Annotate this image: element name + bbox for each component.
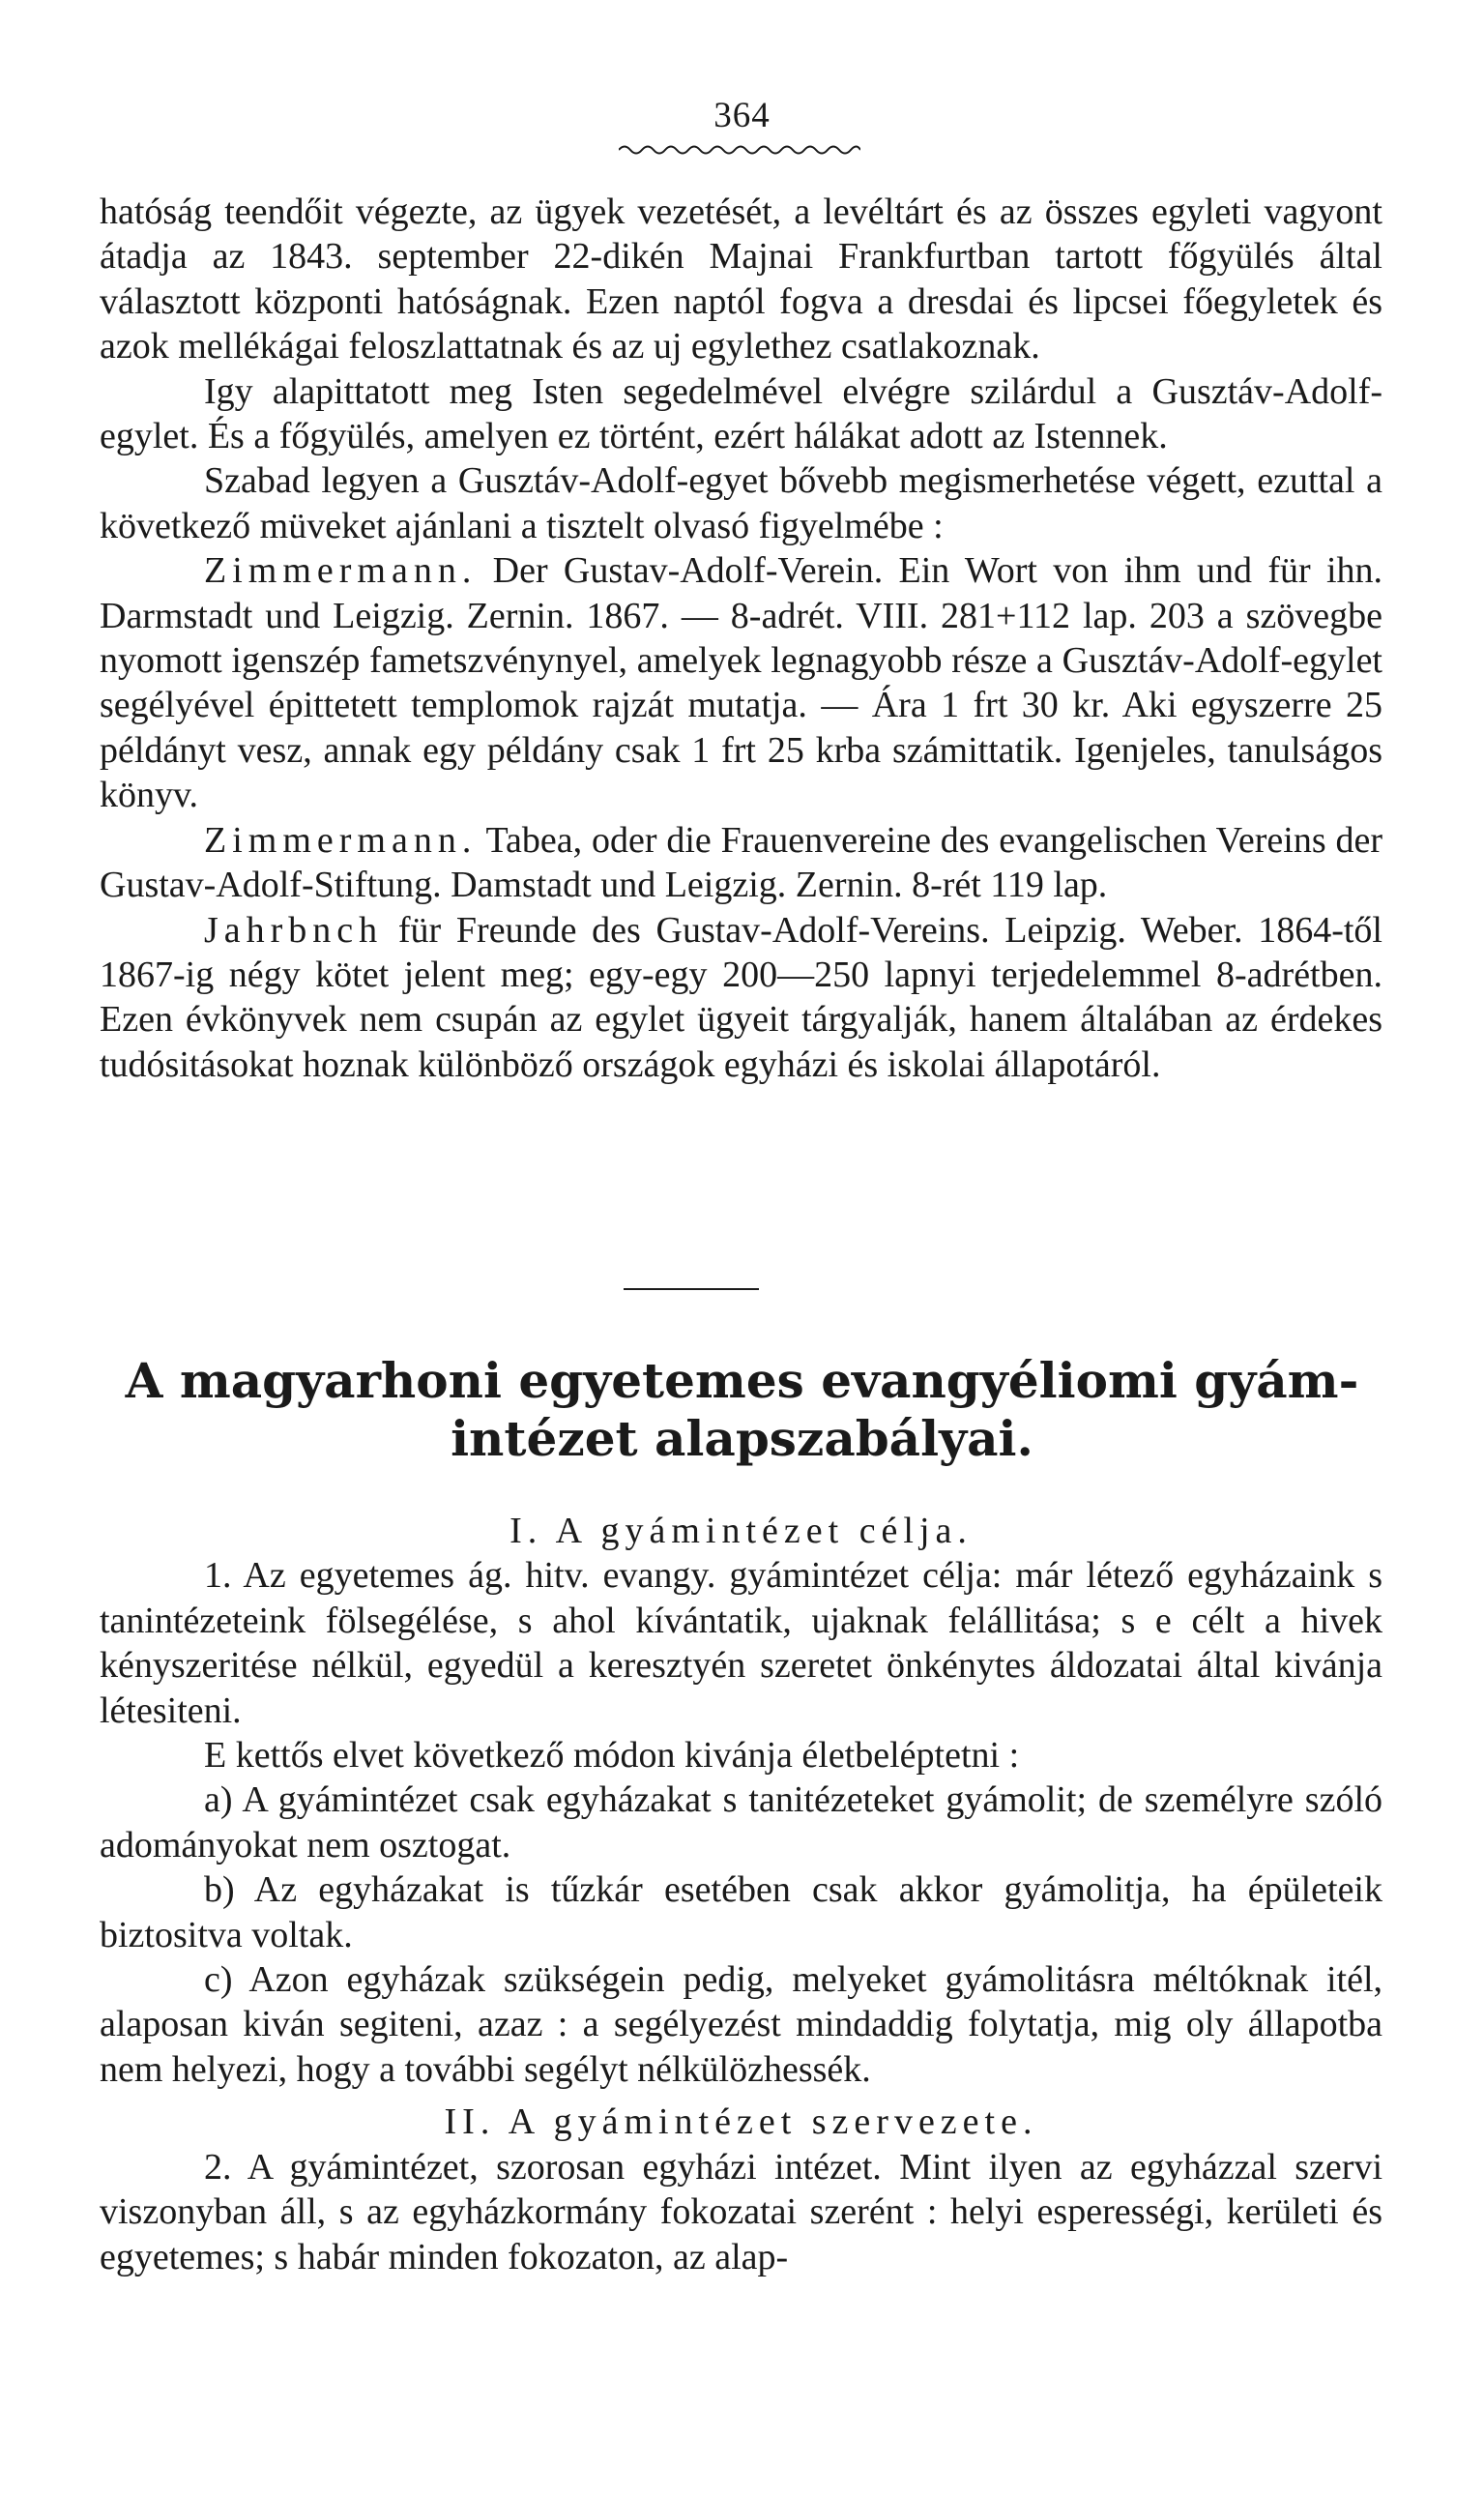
chapter-heading <box>77 1352 1407 1468</box>
statute-paragraph: a) A gyámintézet csak egyházakat s tanitézeteket gyámolit; de személyre szóló adományokat nem osztogat. <box>100 1779 1382 1865</box>
statute-paragraph: b) Az egyházakat is tűzkár esetében csak akkor gyámolitja, ha épületeik biztositva voltak. <box>100 1869 1382 1955</box>
chapter-heading-line: A magyarhoni egyetemes evangyéliomi gyám- <box>125 1352 1359 1409</box>
reference-author: Jahrbnch <box>204 909 384 951</box>
reference-text: Der Gustav-Adolf-Verein. Ein Wort von ihm und für ihn. Darmstadt und Leigzig. Zernin. 1867. — 8-adrét. VIII. 281+112 lap. 203 a szövegbe nyomott igenszép fametszvénynyel, amelyek legnagyobb része a Gusztáv-Adolf-egylet segélyével épittetett templomok rajzát mutatja. — Ára 1 frt 30 kr. Aki egyszerre 25 példányt vesz, annak egy példány csak 1 frt 25 krba számittatik. Igenjeles, tanulságos könyv. <box>100 550 1382 816</box>
intro-text <box>100 190 1382 1087</box>
reference-text: für Freunde des Gustav-Adolf-Vereins. Leipzig. Weber. 1864-től 1867-ig négy kötet jelent meg; egy-egy 200—250 lapnyi terjedelemmel 8-adrétben. Ezen évkönyvek nem csupán az egylet ügyeit tárgyalják, hanem általában az érdekes tudósitásokat hoznak különböző országok egyházi és iskolai állapotáról. <box>100 909 1382 1085</box>
section-title: I. A gyámintézet célja. <box>509 1511 973 1551</box>
statute-paragraph: E kettős elvet következő módon kivánja életbeléptetni : <box>204 1735 1020 1777</box>
reference-text: Tabea, oder die Frauenvereine des evangelischen Vereins der Gustav-Adolf-Stiftung. Damstadt und Leigzig. Zernin. 8-rét 119 lap. <box>100 819 1382 906</box>
chapter-heading-line: intézet alapszabályai. <box>451 1410 1033 1467</box>
reference-entry <box>100 548 1382 817</box>
page-number: 364 <box>713 96 771 135</box>
intro-paragraph: hatóság teendőit végezte, az ügyek vezetését, a levéltárt és az összes egyleti vagyont átadja az 1843. september 22-dikén Majnai Frankfurtban tartott főgyülés által választott központi hatóságnak. Ezen naptól fogva a dresdai és lipcsei főegyletek és azok mellékágai feloszlattatnak és az uj egylethez csatlakoznak. <box>100 191 1382 367</box>
statute-paragraph: c) Azon egyházak szükségein pedig, melyeket gyámolitásra méltóknak itél, alaposan kiván segiteni, azaz : a segélyezést mindaddig folytatja, mig oly állapotba nem helyezi, hogy a további segélyt nélkülözhessék. <box>100 1959 1382 2090</box>
reference-entry <box>100 818 1382 908</box>
reference-entry <box>100 908 1382 1088</box>
reference-author: Zimmermann. <box>204 550 478 592</box>
page-number-ornament <box>619 143 860 157</box>
section-title: II. A gyámintézet szervezete. <box>444 2101 1038 2143</box>
reference-author: Zimmermann. <box>204 819 478 861</box>
intro-paragraph: Szabad legyen a Gusztáv-Adolf-egyet bővebb megismerhetése végett, ezuttal a következő müveket ajánlani a tisztelt olvasó figyelmébe : <box>100 460 1382 546</box>
statute-paragraph: 1. Az egyetemes ág. hitv. evangy. gyámintézet célja: már létező egyházaink s tanintézeteink fölsegélése, s ahol kívántatik, ujaknak felállitása; s e célt a hivek kényszeritése nélkül, egyedül a keresztyén szeretet önkénytes áldozatai által kivánja létesiteni. <box>100 1555 1382 1731</box>
statute-text <box>100 1509 1382 2279</box>
statute-paragraph: 2. A gyámintézet, szorosan egyházi intézet. Mint ilyen az egyházzal szervi viszonyban áll, s az egyházkormány fokozatai szerént : helyi esperességi, kerületi és egyetemes; s habár minden fokozaton, az alap- <box>100 2146 1382 2277</box>
section-divider-rule <box>624 1288 759 1290</box>
intro-paragraph: Igy alapittatott meg Isten segedelmével elvégre szilárdul a Gusztáv-Adolf-egylet. És a főgyülés, amelyen ez történt, ezért hálákat adott az Istennek. <box>100 370 1382 457</box>
